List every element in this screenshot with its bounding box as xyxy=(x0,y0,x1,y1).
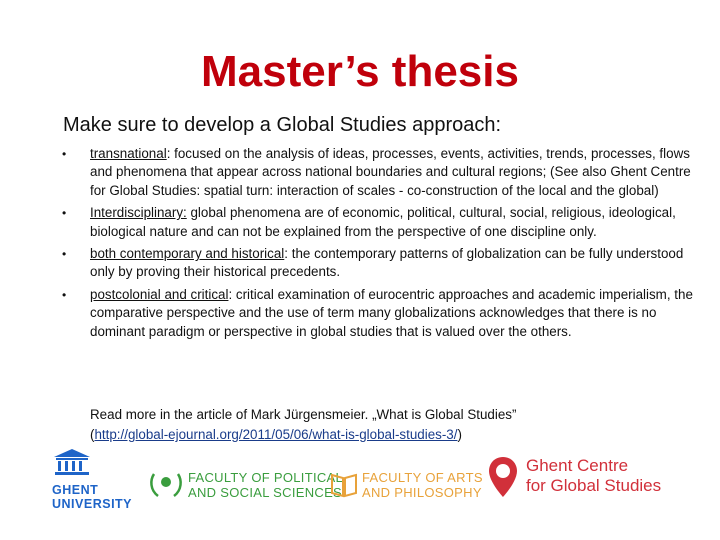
logo-bar xyxy=(0,438,720,518)
bullet-text: global phenomena are of economic, political, cultural, social, religious, ideological, biological nature and can not be explained from the perspective of one discipline only. xyxy=(90,205,676,239)
open-book-icon xyxy=(330,470,358,500)
map-pin-icon xyxy=(488,456,518,498)
bullet-item xyxy=(60,286,700,341)
link-open-paren: ( xyxy=(90,427,95,442)
gcgs-wordmark: Ghent Centre for Global Studies xyxy=(526,456,662,495)
bullet-item xyxy=(60,204,700,241)
bullet-separator: : xyxy=(284,246,292,262)
bullet-icon: • xyxy=(62,206,67,221)
bullet-item xyxy=(60,245,700,282)
bullet-term: both contemporary and historical xyxy=(90,246,285,262)
bullet-term: postcolonial and critical xyxy=(90,286,229,302)
slide-subtitle: Make sure to develop a Global Studies approach: xyxy=(63,114,502,136)
bullet-separator: : xyxy=(166,146,175,161)
link-close-paren: ) xyxy=(457,427,462,442)
bullet-text: the contemporary patterns of globalization can be fully understood only by proving their historical precedents. xyxy=(90,246,684,280)
read-more-text: Read more in the article of Mark Jürgensmeier. „What is Global Studies” xyxy=(90,407,517,422)
bullet-icon: • xyxy=(62,147,67,161)
bullet-icon: • xyxy=(62,247,67,262)
ghent-university-wordmark: GHENT UNIVERSITY xyxy=(52,483,133,511)
slide-title: Master’s thesis xyxy=(201,47,519,96)
bullet-text: critical examination of eurocentric approaches and academic imperialism, the comparative perspective and the use of term many globalizations acknowledges that there is no dominant paradigm or perspective in global studies that is valued over the others. xyxy=(90,286,693,339)
bullet-term: transnational xyxy=(90,146,167,161)
bullet-icon: • xyxy=(62,287,67,302)
polsci-wordmark: FACULTY OF POLITICAL AND SOCIAL SCIENCES xyxy=(188,470,344,500)
bullet-separator: : xyxy=(228,286,236,302)
bullet-term: Interdisciplinary: xyxy=(90,205,187,221)
ghent-university-logo xyxy=(52,448,132,511)
arts-wordmark: FACULTY OF ARTS AND PHILOSOPHY xyxy=(362,470,483,500)
laurel-icon xyxy=(148,470,184,500)
bullet-item xyxy=(60,145,700,200)
bullet-text: focused on the analysis of ideas, processes, events, activities, trends, processes, flows and phenomena that appear across national boundaries and cultural regions; (See also Ghent Centre for Global Studies: spatial turn: interaction of scales - co-construction of the local and the global) xyxy=(90,146,691,198)
article-link[interactable]: http://global-ejournal.org/2011/05/06/what-is-global-studies-3/ xyxy=(94,427,458,442)
ghent-university-emblem-icon xyxy=(52,448,92,476)
bullet-list xyxy=(60,145,700,345)
